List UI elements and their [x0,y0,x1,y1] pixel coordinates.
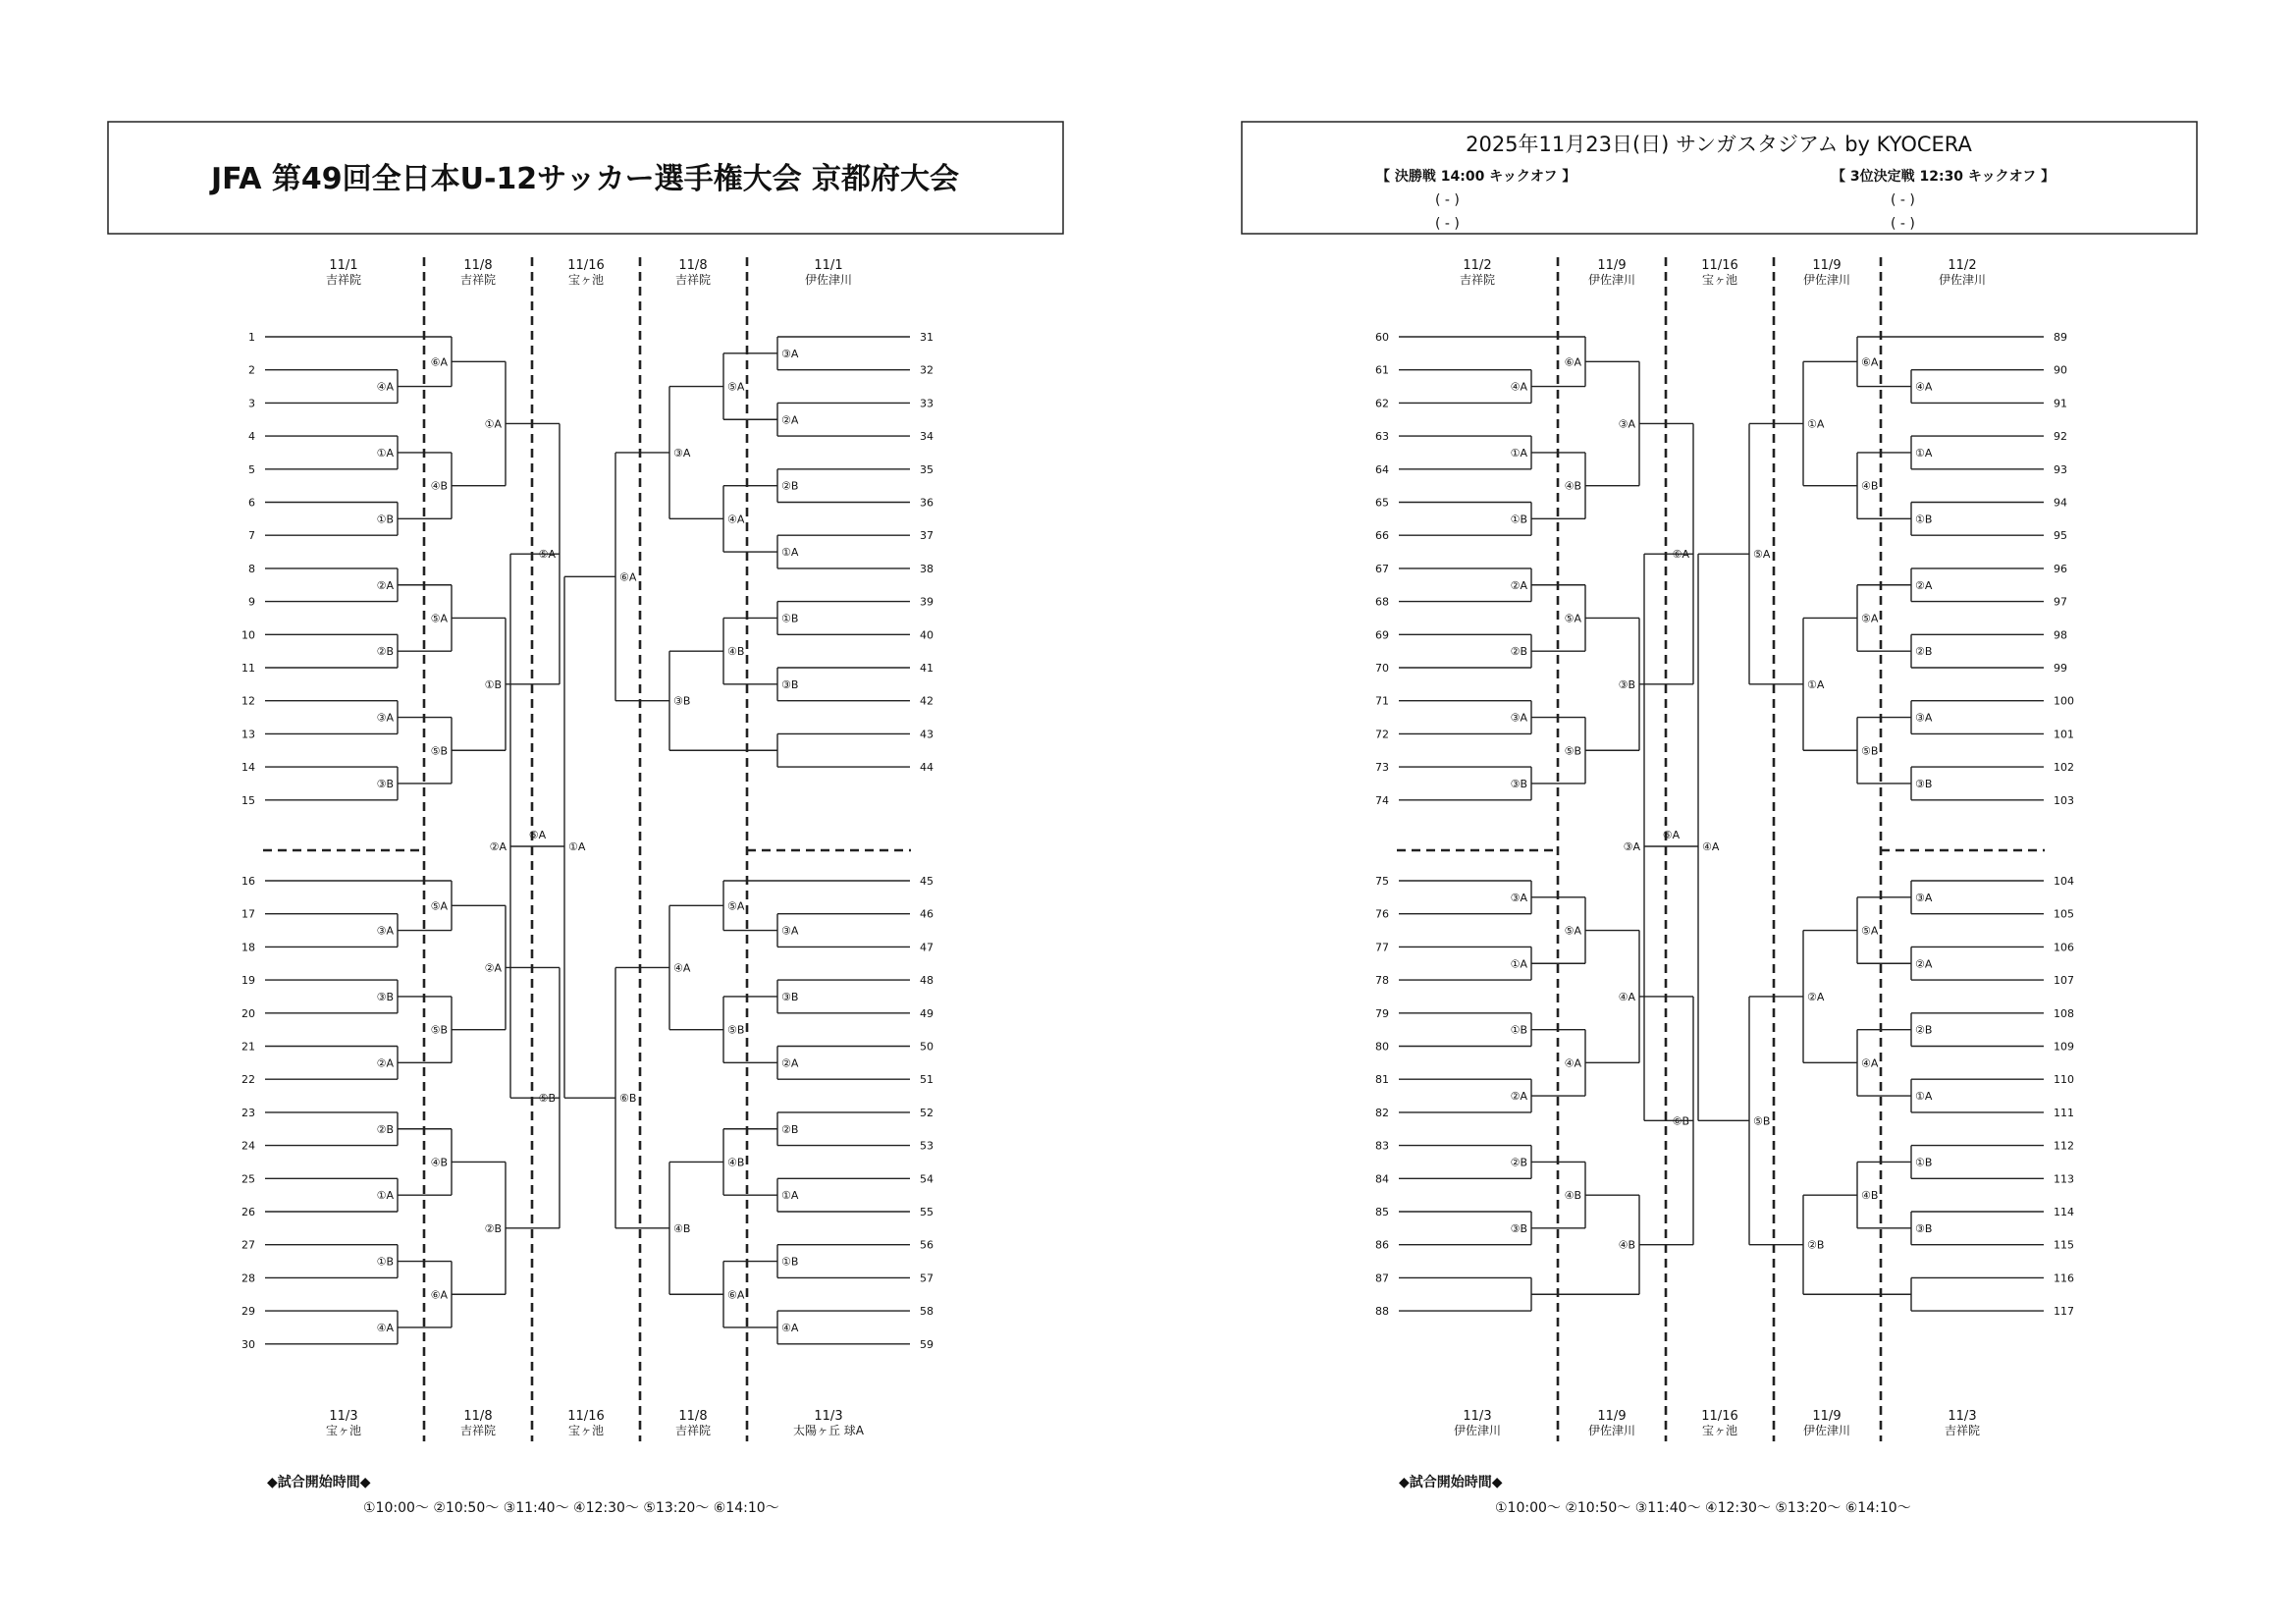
b-lt-r1-match: ②A [1510,578,1527,592]
a-rb-r1-match: ③A [781,924,799,938]
b-rb-seed-109: 109 [2054,1040,2074,1054]
b-rt-seed-95: 95 [2054,529,2067,543]
a-lb-seed-20: 20 [241,1006,255,1020]
b-lt-r1-match: ②B [1510,645,1527,659]
a-bottom-date: 11/3 [814,1409,843,1424]
b-lb-seed-81: 81 [1375,1073,1389,1087]
b-semi-left: ③A [1623,840,1640,853]
b-lb-seed-76: 76 [1375,907,1389,921]
b-lb-seed-86: 86 [1375,1238,1389,1252]
b-lt-r1-match: ③A [1510,711,1527,725]
b-lt-seed-69: 69 [1375,628,1389,642]
a-rt-seed-39: 39 [920,595,934,609]
b-rb-seed-112: 112 [2054,1139,2074,1153]
b-rt-r2-match: ④B [1861,479,1879,493]
b-lb-seed-84: 84 [1375,1172,1389,1186]
a-lb-seed-16: 16 [241,875,255,888]
b-lt-seed-65: 65 [1375,496,1389,510]
a-rt-seed-35: 35 [920,462,934,476]
a-lt-r3-match: ①A [484,417,502,431]
b-lt-r1-match: ①A [1510,446,1527,460]
b-lb-r3-match: ④B [1618,1238,1635,1252]
a-rb-seed-52: 52 [920,1106,934,1119]
a-rb-seed-54: 54 [920,1172,934,1186]
b-rb-r4-match: ⑤B [1753,1114,1771,1128]
a-rb-seed-46: 46 [920,907,934,921]
a-rb-r2-match: ⑥A [727,1288,745,1302]
a-lb-seed-24: 24 [241,1139,255,1153]
a-bottom-date: 11/8 [463,1409,493,1424]
match-times-b: ①10:00～ ②10:50～ ③11:40～ ④12:30～ ⑤13:20～ ⑥14:10～ [1495,1500,1911,1516]
a-lb-seed-19: 19 [241,974,255,988]
match-time-heading-a: ◆試合開始時間◆ [267,1475,371,1490]
b-rt-r3-match: ①A [1807,417,1825,431]
a-lb-r2-match: ④B [430,1156,448,1169]
b-lt-seed-60: 60 [1375,331,1389,344]
b-rb-r1-match: ③A [1915,891,1933,904]
a-lb-seed-27: 27 [241,1238,255,1252]
bracket-left-sheet [241,257,934,1441]
third-score-2: ( - ) [1891,216,1915,232]
match-time-heading-b: ◆試合開始時間◆ [1399,1475,1503,1490]
b-lb-r2-match: ⑤A [1564,924,1581,938]
a-lb-r3-match: ②A [484,961,502,975]
b-rb-seed-115: 115 [2054,1238,2074,1252]
a-lt-seed-3: 3 [248,397,255,410]
b-lt-seed-67: 67 [1375,562,1389,575]
a-rt-seed-37: 37 [920,529,934,543]
a-lb-r1-match: ④A [376,1321,394,1334]
b-lt-r2-match: ④B [1564,479,1581,493]
a-rb-seed-51: 51 [920,1073,934,1087]
a-rt-r1-match: ②A [781,413,799,427]
b-rb-seed-114: 114 [2054,1206,2074,1218]
b-lb-r4-match: ⑥B [1672,1114,1689,1128]
a-bottom-venue: 吉祥院 [459,1424,497,1437]
b-rb-r3-match: ②A [1807,990,1825,1003]
b-top-date: 11/9 [1597,258,1627,273]
b-bottom-date: 11/9 [1812,1409,1842,1424]
a-top-date: 11/8 [678,258,708,273]
a-lt-r1-match: ②B [376,645,394,659]
a-bottom-venue: 宝ヶ池 [567,1424,605,1437]
a-rt-r1-match: ②B [781,479,799,493]
third-score-1: ( - ) [1891,192,1915,208]
a-rb-seed-49: 49 [920,1006,934,1020]
a-lb-seed-18: 18 [241,941,255,954]
a-rt-seed-33: 33 [920,397,934,410]
b-semi-right: ④A [1702,840,1720,853]
a-lt-r3-match: ①B [484,677,502,691]
b-bottom-venue: 吉祥院 [1944,1424,1981,1437]
b-lt-seed-64: 64 [1375,462,1389,476]
final-kickoff: 【 決勝戦 14:00 キックオフ 】 [1376,169,1576,185]
a-lb-r2-match: ⑤B [430,1023,448,1037]
a-semi-left: ②A [489,840,507,853]
a-bottom-venue: 吉祥院 [674,1424,712,1437]
b-rt-r1-match: ③A [1915,711,1933,725]
b-lt-seed-74: 74 [1375,793,1389,807]
b-bottom-date: 11/16 [1701,1409,1738,1424]
b-rb-seed-117: 117 [2054,1305,2074,1319]
a-lt-seed-9: 9 [248,595,255,609]
a-lb-r1-match: ③B [376,990,394,1003]
b-lb-seed-83: 83 [1375,1139,1389,1153]
b-rb-seed-108: 108 [2054,1006,2074,1020]
a-rt-r1-match: ③B [781,677,799,691]
b-lb-r2-match: ④A [1564,1056,1581,1070]
a-top-date: 11/16 [567,258,605,273]
a-rb-r2-match: ④B [727,1156,745,1169]
b-lt-r2-match: ⑤B [1564,744,1581,758]
b-bottom-venue: 宝ヶ池 [1701,1424,1738,1437]
a-rt-r2-match: ⑤A [727,380,745,394]
a-rb-seed-58: 58 [920,1305,934,1319]
b-top-date: 11/2 [1948,258,1977,273]
b-rt-seed-96: 96 [2054,562,2067,575]
b-lt-seed-73: 73 [1375,761,1389,775]
final-score-2: ( - ) [1435,216,1460,232]
a-lb-seed-29: 29 [241,1305,255,1319]
b-rt-r1-match: ①B [1915,513,1933,526]
a-rb-seed-53: 53 [920,1139,934,1153]
b-lt-seed-68: 68 [1375,595,1389,609]
a-lt-r2-match: ⑤A [430,612,448,625]
a-lb-seed-30: 30 [241,1337,255,1351]
a-rb-r1-match: ③B [781,990,799,1003]
a-lt-seed-13: 13 [241,728,255,741]
b-bottom-venue: 伊佐津川 [1802,1424,1851,1437]
b-lb-seed-82: 82 [1375,1106,1389,1119]
b-top-venue: 宝ヶ池 [1701,273,1738,287]
a-bottom-date: 11/16 [567,1409,605,1424]
a-rt-seed-36: 36 [920,496,934,510]
a-lb-seed-23: 23 [241,1106,255,1119]
a-rt-seed-44: 44 [920,761,934,775]
a-lt-seed-12: 12 [241,694,255,708]
b-rb-seed-104: 104 [2054,875,2074,888]
b-lb-r1-match: ①B [1510,1023,1527,1037]
b-rt-r2-match: ⑥A [1861,355,1879,369]
a-lt-r2-match: ④B [430,479,448,493]
b-lt-r2-match: ⑥A [1564,355,1581,369]
a-rt-seed-43: 43 [920,728,934,741]
a-semi-right: ①A [568,840,586,853]
b-rt-r1-match: ①A [1915,446,1933,460]
b-lt-seed-63: 63 [1375,430,1389,444]
a-lb-r1-match: ②B [376,1122,394,1136]
b-lb-seed-87: 87 [1375,1272,1389,1285]
a-lb-seed-21: 21 [241,1040,255,1054]
b-lb-r2-match: ④B [1564,1189,1581,1203]
b-bottom-venue: 伊佐津川 [1587,1424,1636,1437]
b-rb-r1-match: ②B [1915,1023,1933,1037]
a-lb-seed-25: 25 [241,1172,255,1186]
a-lt-seed-1: 1 [248,331,255,344]
a-top-venue: 宝ヶ池 [567,273,605,287]
b-lt-seed-66: 66 [1375,529,1389,543]
b-rb-seed-107: 107 [2054,974,2074,988]
a-rb-seed-47: 47 [920,941,934,954]
b-lt-r3-match: ③B [1618,677,1635,691]
b-top-venue: 伊佐津川 [1587,273,1636,287]
match-times-a: ①10:00～ ②10:50～ ③11:40～ ④12:30～ ⑤13:20～ ⑥14:10～ [363,1500,779,1516]
b-rt-r4-match: ⑤A [1753,548,1771,562]
b-lb-seed-85: 85 [1375,1206,1389,1218]
b-lt-r2-match: ⑤A [1564,612,1581,625]
b-bottom-date: 11/3 [1948,1409,1977,1424]
a-lt-r4-match: ⑤A [538,548,556,562]
b-lb-seed-88: 88 [1375,1305,1389,1319]
b-rt-seed-101: 101 [2054,728,2074,741]
a-lb-r1-match: ③A [376,924,394,938]
a-lb-r1-match: ①B [376,1255,394,1269]
b-rb-r1-match: ①B [1915,1156,1933,1169]
b-rt-r1-match: ④A [1915,380,1933,394]
a-lt-r1-match: ④A [376,380,394,394]
b-rb-r1-match: ①A [1915,1090,1933,1104]
b-bottom-venue: 伊佐津川 [1453,1424,1502,1437]
a-rb-r1-match: ①B [781,1255,799,1269]
a-lt-seed-14: 14 [241,761,255,775]
a-rb-seed-57: 57 [920,1272,934,1285]
b-rt-seed-98: 98 [2054,628,2067,642]
b-rb-seed-113: 113 [2054,1172,2074,1186]
b-final-match: ⑥A [1662,829,1681,841]
a-lt-seed-8: 8 [248,562,255,575]
a-rb-seed-55: 55 [920,1206,934,1218]
b-top-date: 11/16 [1701,258,1738,273]
b-rt-r1-match: ③B [1915,777,1933,790]
b-lt-seed-62: 62 [1375,397,1389,410]
a-lt-r1-match: ③A [376,711,394,725]
b-lt-r4-match: ⑥A [1672,548,1689,562]
b-rt-seed-102: 102 [2054,761,2074,775]
b-lt-r1-match: ③B [1510,777,1527,790]
b-lt-seed-70: 70 [1375,662,1389,675]
a-rt-seed-32: 32 [920,363,934,377]
a-lt-seed-11: 11 [241,662,255,675]
b-lb-r1-match: ②A [1510,1090,1527,1104]
b-top-date: 11/2 [1463,258,1492,273]
b-rb-seed-105: 105 [2054,907,2074,921]
a-rt-r3-match: ③A [673,446,691,460]
a-rb-seed-48: 48 [920,974,934,988]
a-rb-seed-50: 50 [920,1040,934,1054]
b-rt-r2-match: ⑤B [1861,744,1879,758]
b-rt-r3-match: ①A [1807,677,1825,691]
a-rb-r1-match: ④A [781,1321,799,1334]
a-lt-seed-2: 2 [248,363,255,377]
b-rb-seed-106: 106 [2054,941,2074,954]
b-lt-r1-match: ④A [1510,380,1527,394]
b-rt-seed-97: 97 [2054,595,2067,609]
a-lb-seed-28: 28 [241,1272,255,1285]
b-rt-seed-103: 103 [2054,793,2074,807]
a-lt-r1-match: ②A [376,578,394,592]
a-lb-r2-match: ⑥A [430,1288,448,1302]
a-rt-seed-41: 41 [920,662,934,675]
b-lb-seed-79: 79 [1375,1006,1389,1020]
b-lt-seed-71: 71 [1375,694,1389,708]
a-rb-seed-45: 45 [920,875,934,888]
a-rb-r1-match: ①A [781,1189,799,1203]
a-top-date: 11/8 [463,258,493,273]
b-rt-seed-100: 100 [2054,694,2074,708]
b-lb-r3-match: ④A [1618,990,1635,1003]
a-top-venue: 伊佐津川 [804,273,853,287]
a-bottom-date: 11/3 [329,1409,358,1424]
a-top-venue: 吉祥院 [459,273,497,287]
a-lb-seed-22: 22 [241,1073,255,1087]
a-rt-seed-40: 40 [920,628,934,642]
b-rt-seed-94: 94 [2054,496,2067,510]
a-lt-seed-15: 15 [241,793,255,807]
a-lb-seed-26: 26 [241,1206,255,1218]
a-final-match: ⑤A [528,829,547,841]
a-lt-r1-match: ③B [376,777,394,790]
a-lt-r1-match: ①A [376,446,394,460]
b-lb-r1-match: ③A [1510,891,1527,904]
b-rt-seed-99: 99 [2054,662,2067,675]
a-rt-r1-match: ①B [781,612,799,625]
b-top-venue: 伊佐津川 [1938,273,1987,287]
b-top-date: 11/9 [1812,258,1842,273]
a-lb-r1-match: ①A [376,1189,394,1203]
a-rt-r2-match: ④B [727,645,745,659]
b-lb-seed-78: 78 [1375,974,1389,988]
bracket-right-sheet [1375,257,2074,1441]
b-rt-seed-89: 89 [2054,331,2067,344]
a-rt-seed-34: 34 [920,430,934,444]
a-top-venue: 吉祥院 [325,273,362,287]
b-rt-seed-93: 93 [2054,462,2067,476]
a-lt-seed-5: 5 [248,462,255,476]
a-top-date: 11/1 [814,258,843,273]
a-lb-r1-match: ②A [376,1056,394,1070]
b-lb-r1-match: ③B [1510,1221,1527,1235]
b-lt-r3-match: ③A [1618,417,1635,431]
a-rt-seed-31: 31 [920,331,934,344]
a-rt-r3-match: ③B [673,694,691,708]
b-rt-seed-91: 91 [2054,397,2067,410]
a-rt-r4-match: ⑥A [619,570,637,584]
a-rb-seed-56: 56 [920,1238,934,1252]
a-rb-r2-match: ⑤B [727,1023,745,1037]
a-rt-seed-42: 42 [920,694,934,708]
b-rt-seed-92: 92 [2054,430,2067,444]
b-rt-r1-match: ②B [1915,645,1933,659]
a-bottom-date: 11/8 [678,1409,708,1424]
a-bottom-venue: 宝ヶ池 [325,1424,362,1437]
b-lt-seed-72: 72 [1375,728,1389,741]
b-rb-r3-match: ②B [1807,1238,1825,1252]
final-venue: 2025年11月23日(日) サンガスタジアム by KYOCERA [1466,133,1972,156]
b-rb-r1-match: ②A [1915,957,1933,971]
a-lt-r1-match: ①B [376,513,394,526]
a-lt-seed-7: 7 [248,529,255,543]
final-score-1: ( - ) [1435,192,1460,208]
a-rt-r1-match: ①A [781,546,799,560]
b-lb-r1-match: ②B [1510,1156,1527,1169]
a-rt-r2-match: ④A [727,513,745,526]
a-rb-seed-59: 59 [920,1337,934,1351]
b-rb-r2-match: ④A [1861,1056,1879,1070]
a-rt-r1-match: ③A [781,347,799,360]
b-rt-r2-match: ⑤A [1861,612,1879,625]
b-lb-seed-77: 77 [1375,941,1389,954]
a-lt-seed-4: 4 [248,430,255,444]
a-lb-r4-match: ⑤B [538,1092,556,1106]
third-place-kickoff: 【 3位決定戦 12:30 キックオフ 】 [1832,169,2056,185]
page-title: JFA 第49回全日本U-12サッカー選手権大会 京都府大会 [210,162,960,196]
a-rb-r3-match: ④B [673,1221,691,1235]
b-lt-seed-61: 61 [1375,363,1389,377]
a-top-date: 11/1 [329,258,358,273]
a-lt-r2-match: ⑤B [430,744,448,758]
a-rb-r1-match: ②A [781,1056,799,1070]
b-rb-r2-match: ④B [1861,1189,1879,1203]
b-rb-seed-110: 110 [2054,1073,2074,1087]
b-bottom-date: 11/3 [1463,1409,1492,1424]
a-lt-r2-match: ⑥A [430,355,448,369]
b-rt-r1-match: ②A [1915,578,1933,592]
a-rb-r1-match: ②B [781,1122,799,1136]
b-lb-r1-match: ①A [1510,957,1527,971]
b-rb-r1-match: ③B [1915,1221,1933,1235]
a-lt-seed-6: 6 [248,496,255,510]
a-rb-r4-match: ⑥B [619,1092,637,1106]
b-top-venue: 吉祥院 [1459,273,1496,287]
b-rb-r2-match: ⑤A [1861,924,1879,938]
b-top-venue: 伊佐津川 [1802,273,1851,287]
a-rb-r2-match: ⑤A [727,899,745,913]
b-lb-seed-75: 75 [1375,875,1389,888]
a-bottom-venue: 太陽ヶ丘 球A [792,1424,865,1437]
b-rt-seed-90: 90 [2054,363,2067,377]
a-rb-r3-match: ④A [673,961,691,975]
b-rb-seed-111: 111 [2054,1106,2074,1119]
a-lb-r3-match: ②B [484,1221,502,1235]
b-rb-seed-116: 116 [2054,1272,2074,1285]
a-lt-seed-10: 10 [241,628,255,642]
b-lt-r1-match: ①B [1510,513,1527,526]
a-lb-r2-match: ⑤A [430,899,448,913]
a-rt-seed-38: 38 [920,562,934,575]
b-lb-seed-80: 80 [1375,1040,1389,1054]
a-lb-seed-17: 17 [241,907,255,921]
b-bottom-date: 11/9 [1597,1409,1627,1424]
a-top-venue: 吉祥院 [674,273,712,287]
